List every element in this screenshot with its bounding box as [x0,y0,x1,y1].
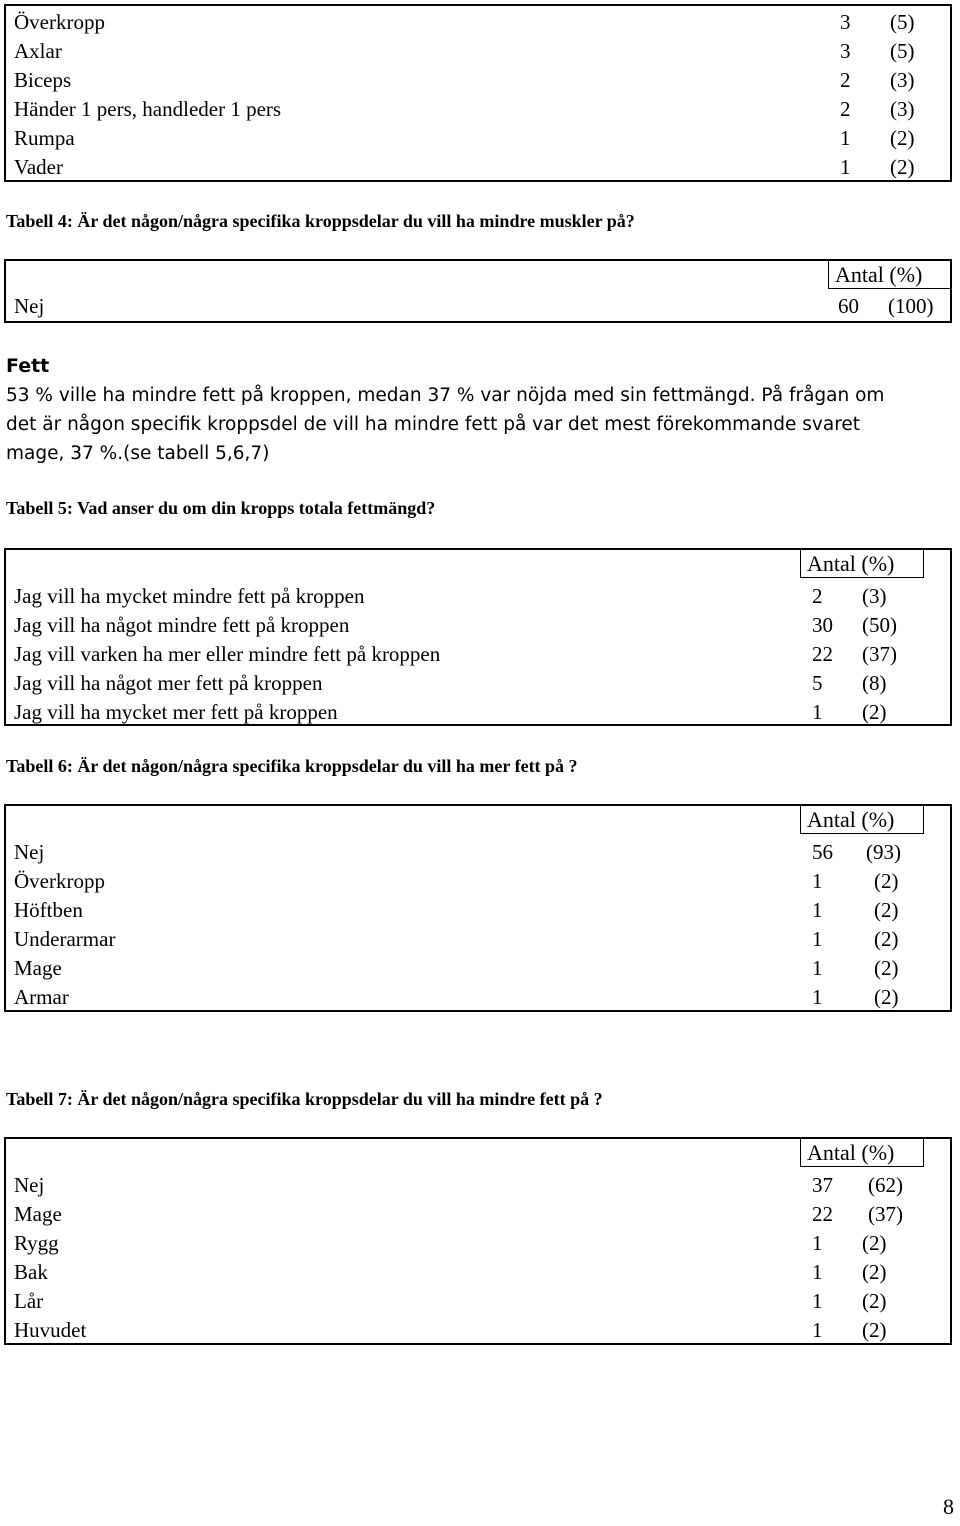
row-count: 3 [840,39,851,63]
row-count: 22 [812,1202,833,1226]
row-count: 2 [812,584,823,608]
row-count: 5 [812,671,823,695]
row-count: 1 [840,126,851,150]
table-row [14,896,944,925]
row-label: Nej [14,294,45,318]
table-row [14,838,944,867]
row-count: 1 [812,700,823,724]
row-percent: (2) [862,700,887,724]
row-count: 22 [812,642,833,666]
table-row [14,867,944,896]
table-row [14,983,944,1012]
table-row [14,1200,944,1229]
table-row [14,669,944,698]
row-label: Mage [14,1202,62,1226]
row-percent: (2) [874,869,899,893]
table-row [14,153,944,182]
row-count: 1 [840,155,851,179]
row-label: Rumpa [14,126,75,150]
table-7-header: Antal (%) [800,1139,924,1167]
table-row [14,8,944,37]
row-count: 2 [840,68,851,92]
row-label: Jag vill ha mycket mindre fett på kroppen [14,584,365,608]
row-percent: (3) [890,68,915,92]
row-count: 1 [812,1260,823,1284]
table-6 [4,804,952,1012]
row-percent: (2) [874,985,899,1009]
row-percent: (93) [866,840,901,864]
table-3 [4,4,952,182]
table-5-header: Antal (%) [800,550,924,578]
table-6-header: Antal (%) [800,806,924,834]
table-row [14,1287,944,1316]
row-percent: (3) [890,97,915,121]
table-row [14,611,944,640]
table-4 [4,259,952,323]
row-count: 3 [840,10,851,34]
row-label: Jag vill varken ha mer eller mindre fett på kroppen [14,642,441,666]
row-label: Överkropp [14,10,105,34]
row-count: 1 [812,869,823,893]
table-row [14,37,944,66]
paragraph-line: mage, 37 %.(se tabell 5,6,7) [6,443,270,464]
row-label: Höftben [14,898,83,922]
row-count: 1 [812,1231,823,1255]
section-heading: Fett [6,355,50,377]
row-percent: (62) [868,1173,903,1197]
table-row [14,292,944,321]
table-row [14,1171,944,1200]
row-label: Nej [14,840,45,864]
row-count: 37 [812,1173,833,1197]
row-percent: (2) [862,1231,887,1255]
row-label: Underarmar [14,927,116,951]
table-row [14,66,944,95]
row-count: 56 [812,840,833,864]
table-row [14,925,944,954]
table-4-caption: Tabell 4: Är det någon/några specifika kroppsdelar du vill ha mindre muskler på? [6,211,635,231]
table-row [14,582,944,611]
row-count: 60 [838,294,859,318]
table-row [14,1258,944,1287]
table-row [14,124,944,153]
paragraph-line: det är någon specifik kroppsdel de vill ha mindre fett på var det mest förekommande svaret [6,414,861,435]
page-number: 8 [943,1494,954,1519]
row-label: Armar [14,985,69,1009]
table-row [14,95,944,124]
table-6-caption: Tabell 6: Är det någon/några specifika kroppsdelar du vill ha mer fett på ? [6,756,578,776]
row-percent: (8) [862,671,887,695]
row-percent: (3) [862,584,887,608]
table-row [14,640,944,669]
row-label: Lår [14,1289,44,1313]
row-count: 1 [812,1289,823,1313]
row-count: 1 [812,956,823,980]
row-count: 2 [840,97,851,121]
table-row [14,954,944,983]
row-count: 1 [812,985,823,1009]
row-percent: (2) [874,927,899,951]
row-percent: (2) [862,1260,887,1284]
table-row [14,698,944,727]
row-label: Vader [14,155,63,179]
row-percent: (50) [862,613,897,637]
row-count: 1 [812,1318,823,1342]
paragraph-line: 53 % ville ha mindre fett på kroppen, medan 37 % var nöjda med sin fettmängd. På frågan om [6,385,885,406]
table-7-caption: Tabell 7: Är det någon/några specifika kroppsdelar du vill ha mindre fett på ? [6,1089,603,1109]
row-percent: (2) [874,898,899,922]
row-count: 30 [812,613,833,637]
row-label: Axlar [14,39,62,63]
table-4-header: Antal (%) [828,261,952,289]
row-label: Jag vill ha något mindre fett på kroppen [14,613,350,637]
row-percent: (2) [890,155,915,179]
row-label: Jag vill ha något mer fett på kroppen [14,671,323,695]
row-label: Överkropp [14,869,105,893]
row-percent: (2) [890,126,915,150]
row-percent: (2) [874,956,899,980]
row-label: Huvudet [14,1318,87,1342]
row-count: 1 [812,898,823,922]
row-percent: (100) [888,294,934,318]
table-row [14,1229,944,1258]
row-percent: (2) [862,1289,887,1313]
row-label: Rygg [14,1231,59,1255]
table-7 [4,1137,952,1345]
row-label: Händer 1 pers, handleder 1 pers [14,97,282,121]
table-5 [4,548,952,726]
table-5-caption: Tabell 5: Vad anser du om din kropps totala fettmängd? [6,498,436,518]
row-label: Nej [14,1173,45,1197]
row-count: 1 [812,927,823,951]
row-label: Biceps [14,68,72,92]
row-label: Mage [14,956,62,980]
row-percent: (5) [890,39,915,63]
row-label: Jag vill ha mycket mer fett på kroppen [14,700,338,724]
row-percent: (37) [862,642,897,666]
row-percent: (37) [868,1202,903,1226]
row-percent: (5) [890,10,915,34]
row-percent: (2) [862,1318,887,1342]
row-label: Bak [14,1260,48,1284]
table-row [14,1316,944,1345]
